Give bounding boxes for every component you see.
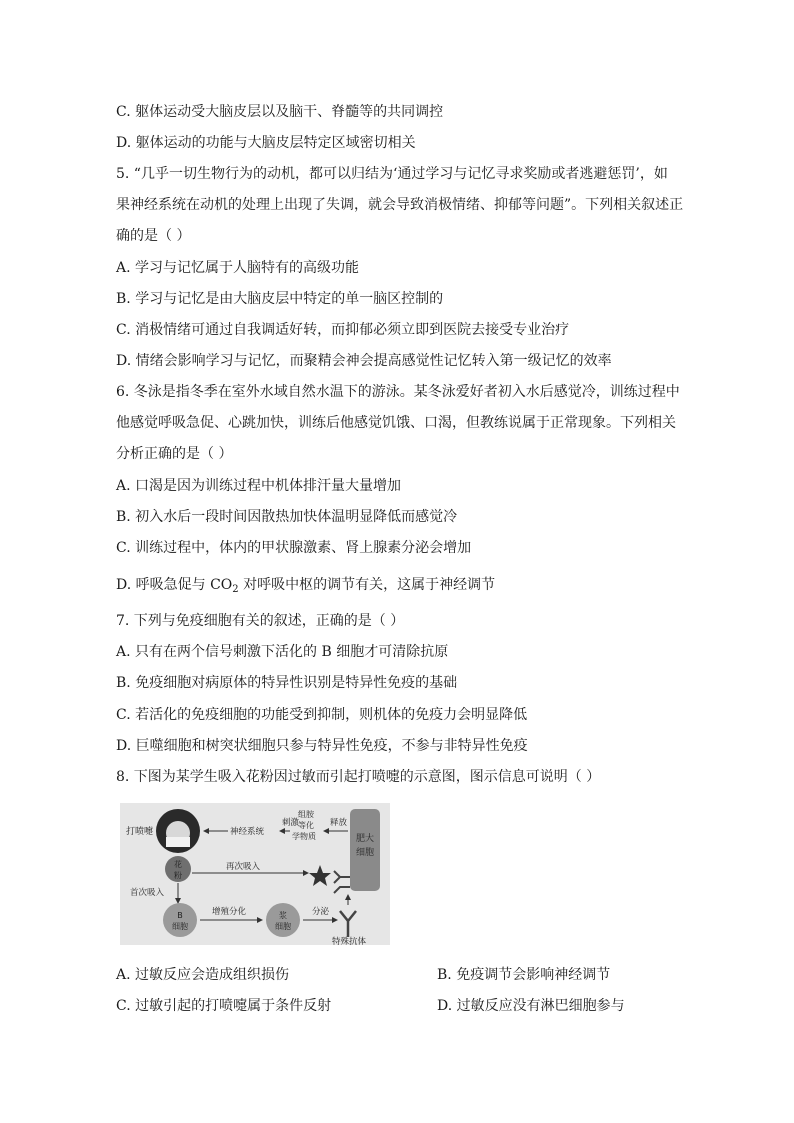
q6-option-c: C. 训练过程中，体内的甲状腺激素、肾上腺素分泌会增加	[116, 540, 472, 556]
q6-option-d-pre: D. 呼吸急促与 CO	[116, 577, 233, 593]
release-label: 释放	[330, 818, 348, 828]
allergy-diagram	[120, 803, 390, 945]
inhale-again-label: 再次吸入	[226, 862, 261, 872]
pollen-label-2: 粉	[174, 871, 182, 880]
q7-stem: 7. 下列与免疫细胞有关的叙述，正确的是（ ）	[116, 613, 405, 629]
q7-option-c: C. 若活化的免疫细胞的功能受到抑制，则机体的免疫力会明显降低	[116, 707, 528, 723]
q5-stem-line3: 确的是（ ）	[116, 228, 191, 244]
q6-option-b: B. 初入水后一段时间因散热加快体温明显降低而感觉冷	[116, 509, 458, 525]
plasma-cell-label-2: 细胞	[275, 922, 291, 931]
mast-cell-label-2: 细胞	[355, 848, 375, 858]
proliferate-label: 增殖分化	[212, 907, 247, 917]
q5-option-c: C. 消极情绪可通过自我调适好转，而抑郁必须立即到医院去接受专业治疗	[116, 322, 570, 338]
q7-option-d: D. 巨噬细胞和树突状细胞只参与特异性免疫，不参与非特异性免疫	[116, 738, 528, 754]
antibody-icon	[340, 911, 356, 937]
q6-stem-line1: 6. 冬泳是指冬季在室外水域自然水温下的游泳。某冬泳爱好者初入水后感觉冷，训练过程中	[116, 384, 680, 400]
q8-option-b: B. 免疫调节会影响神经调节	[437, 967, 611, 983]
q7-option-b: B. 免疫细胞对病原体的特异性识别是特异性免疫的基础	[116, 675, 458, 691]
q4-option-c: C. 躯体运动受大脑皮层以及脑干、脊髓等的共同调控	[116, 104, 444, 120]
receptor-icon	[334, 871, 350, 883]
b-cell-label-2: 细胞	[172, 922, 188, 931]
q5-option-b: B. 学习与记忆是由大脑皮层中特定的单一脑区控制的	[116, 291, 444, 307]
nervous-system-label: 神经系统	[230, 827, 265, 837]
b-cell-label-1: B	[177, 911, 183, 920]
plasma-cell-label-1: 浆	[279, 911, 287, 920]
q8-option-d: D. 过敏反应没有淋巴细胞参与	[437, 998, 625, 1014]
receptor-icon	[334, 887, 350, 893]
histamine-label-3: 学物质	[292, 832, 316, 841]
q6-option-d-sub: 2	[232, 584, 239, 595]
histamine-label-1: 组胺	[298, 810, 314, 819]
q5-stem-line2: 果神经系统在动机的处理上出现了失调，就会导致消极情绪、抑郁等问题”。下列相关叙述正	[116, 197, 684, 213]
antibody-label: 特殊抗体	[332, 937, 367, 945]
q8-stem: 8. 下图为某学生吸入花粉因过敏而引起打喷嚏的示意图，图示信息可说明（ ）	[116, 769, 601, 785]
q4-option-d: D. 躯体运动的功能与大脑皮层特定区域密切相关	[116, 135, 416, 151]
plasma-cell	[266, 903, 300, 937]
mast-cell-label-1: 肥大	[355, 834, 375, 844]
q5-stem-line1: 5. “几乎一切生物行为的动机，都可以归结为‘通过学习与记忆寻求奖励或者逃避惩罚’，如	[116, 166, 668, 182]
stimulate-label: 刺激	[282, 818, 300, 828]
q5-option-d: D. 情绪会影响学习与记忆，而聚精会神会提高感觉性记忆转入第一级记忆的效率	[116, 353, 612, 369]
antigen-icon	[309, 865, 331, 886]
pollen-label-1: 花	[174, 860, 182, 869]
q6-stem-line2: 他感觉呼吸急促、心跳加快，训练后他感觉饥饿、口渴，但教练说属于正常现象。下列相关	[116, 415, 676, 431]
q6-stem-line3: 分析正确的是（ ）	[116, 446, 233, 462]
b-cell	[163, 903, 197, 937]
q8-option-a: A. 过敏反应会造成组织损伤	[116, 967, 290, 983]
q5-option-a: A. 学习与记忆属于人脑特有的高级功能	[116, 260, 360, 276]
secrete-label: 分泌	[312, 907, 330, 917]
first-inhale-label: 首次吸入	[130, 888, 165, 898]
q6-option-d	[116, 575, 495, 600]
q7-option-a: A. 只有在两个信号刺激下活化的 B 细胞才可清除抗原	[116, 644, 449, 660]
q8-option-c: C. 过敏引起的打喷嚏属于条件反射	[116, 998, 332, 1014]
histamine-label-2: 等化	[298, 821, 314, 830]
sneeze-label: 打喷嚏	[126, 827, 154, 837]
q6-option-a: A. 口渴是因为训练过程中机体排汗量大量增加	[116, 478, 402, 494]
q6-option-d-post: 对呼吸中枢的调节有关，这属于神经调节	[238, 577, 496, 593]
